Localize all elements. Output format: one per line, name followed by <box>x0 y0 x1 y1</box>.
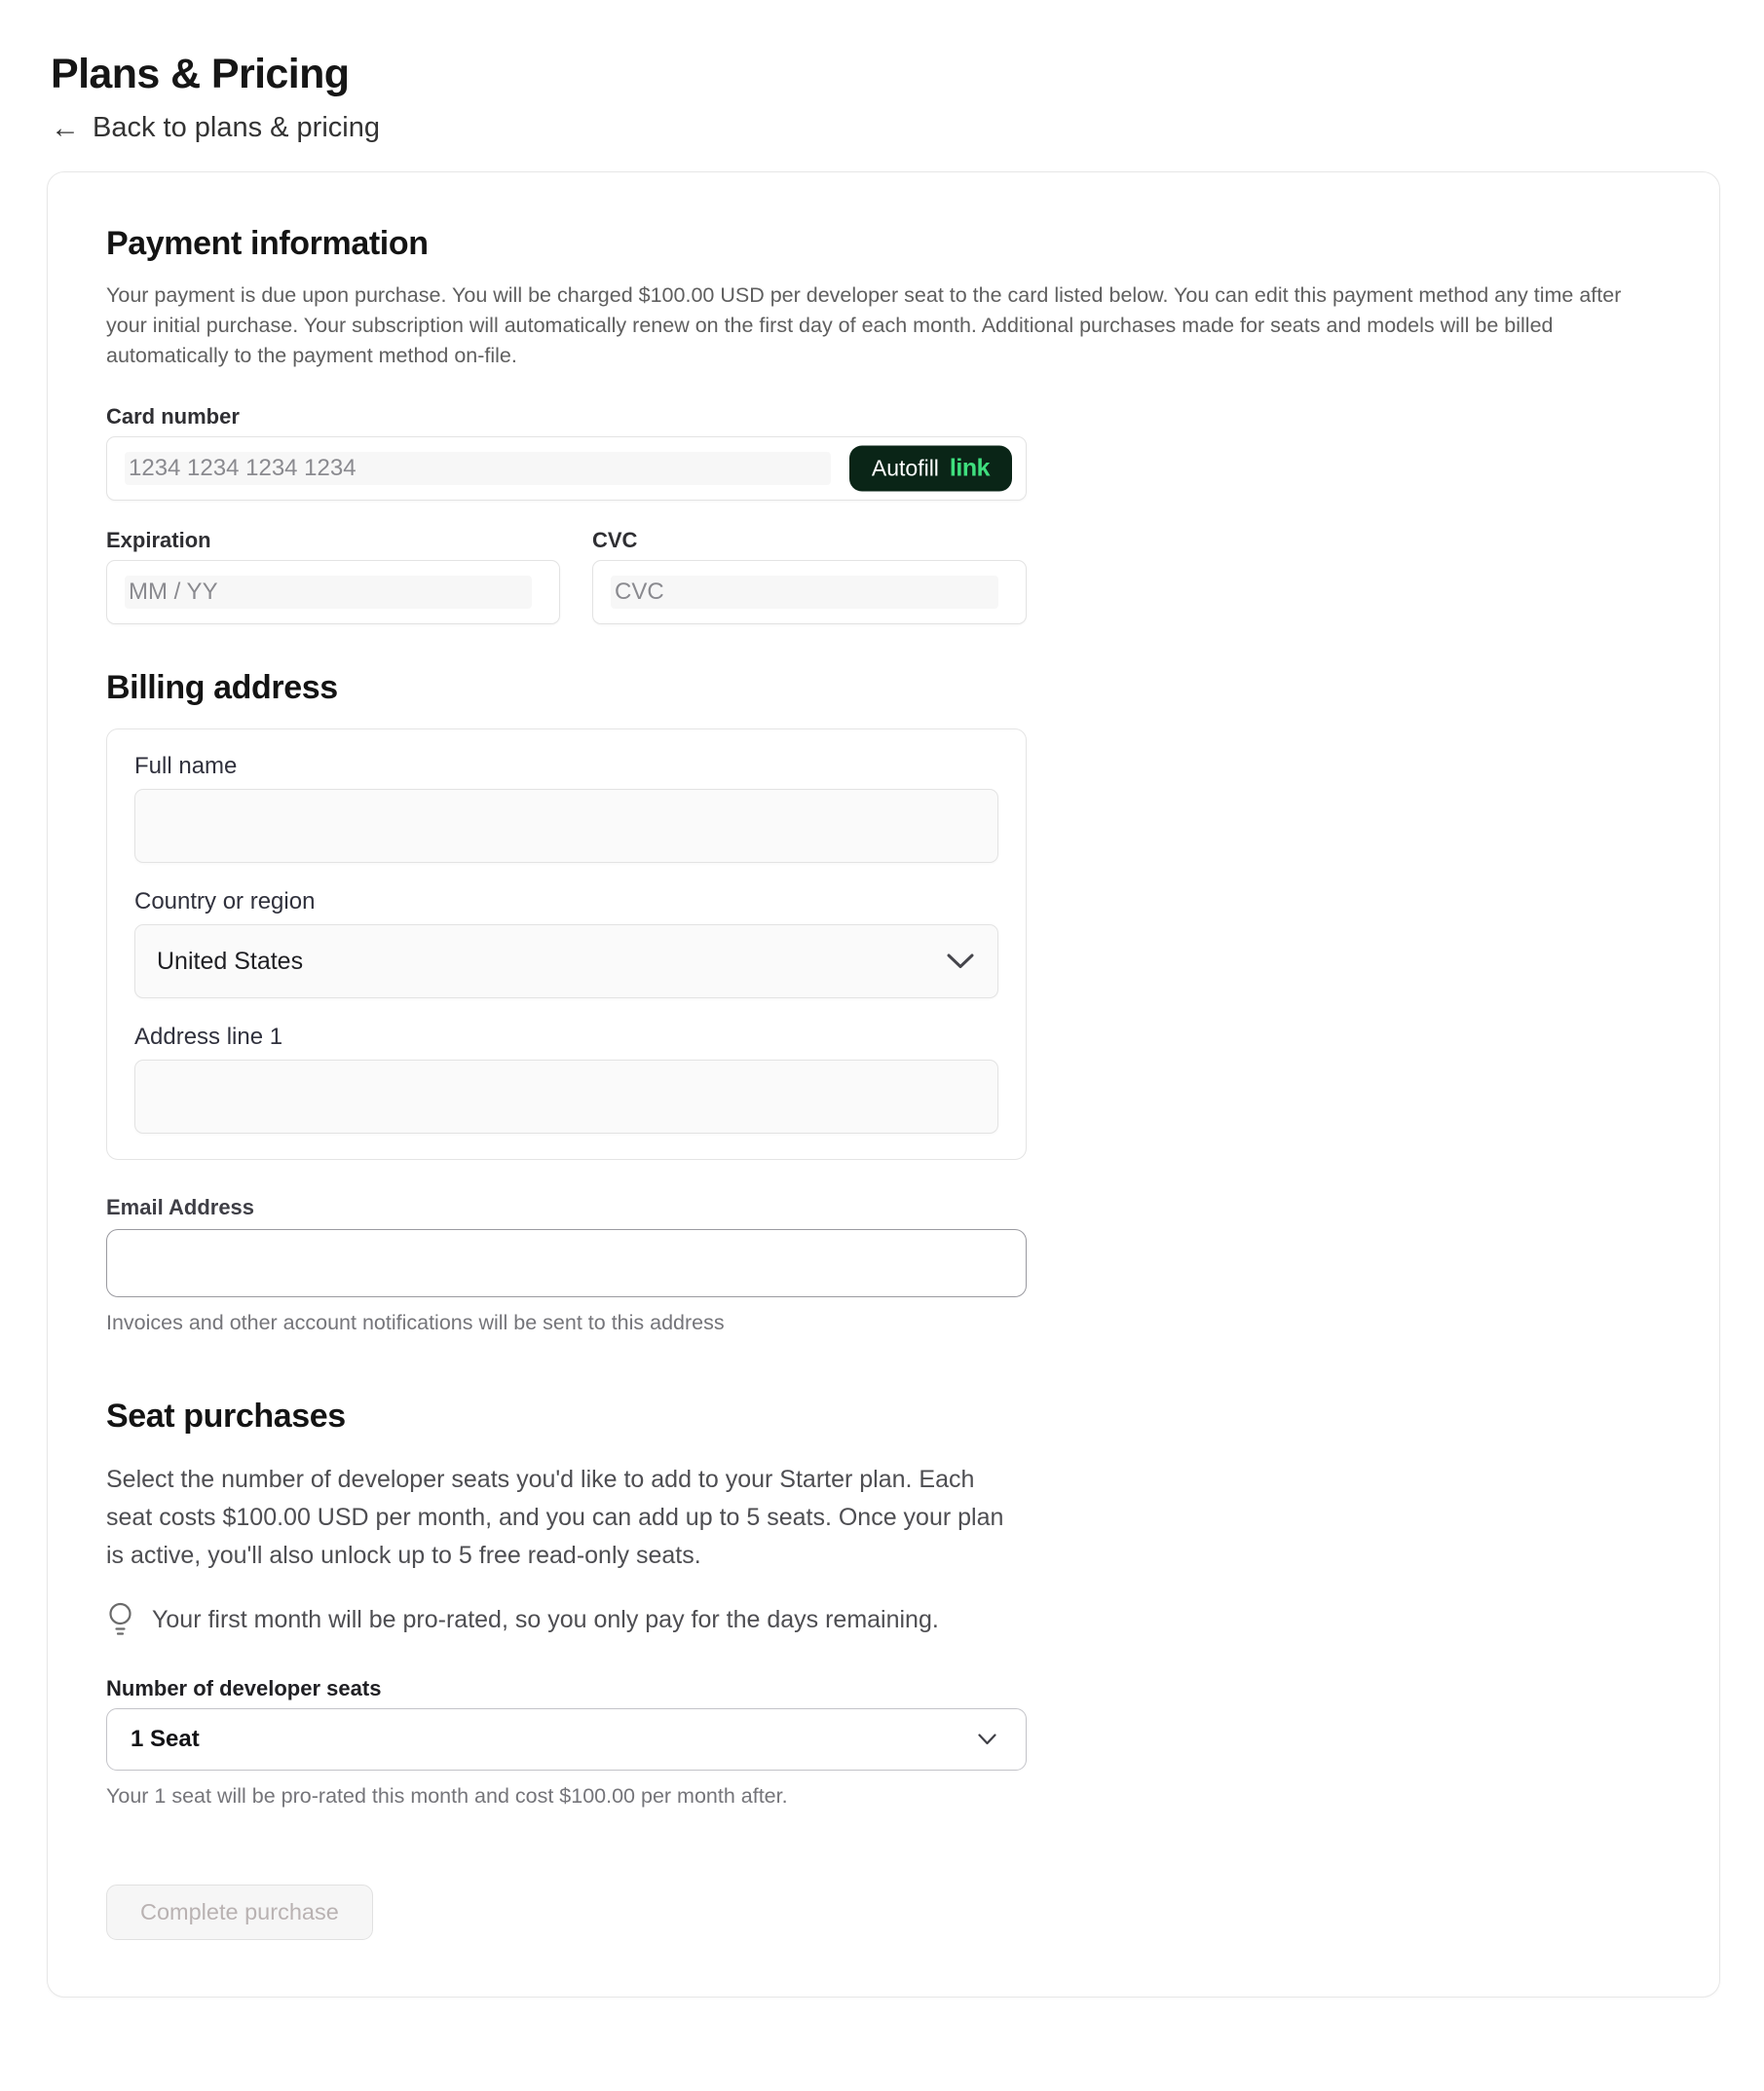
back-arrow-icon: ← <box>51 111 80 144</box>
full-name-label: Full name <box>134 753 238 779</box>
expiration-input[interactable] <box>107 561 559 623</box>
link-brand-logo: link <box>949 454 990 482</box>
email-input[interactable] <box>106 1229 1027 1297</box>
expiry-cvc-row <box>106 528 1027 624</box>
page-header <box>0 0 1764 144</box>
country-label: Country or region <box>134 888 316 915</box>
country-group <box>134 888 998 998</box>
page-title: Plans & Pricing <box>51 51 350 97</box>
autofill-label: Autofill <box>871 455 939 481</box>
full-name-group <box>134 753 998 863</box>
back-link-label: Back to plans & pricing <box>93 112 380 143</box>
country-select[interactable] <box>134 924 998 998</box>
card-number-label: Card number <box>106 404 240 429</box>
cvc-field <box>592 560 1027 624</box>
card-number-field <box>106 436 1027 501</box>
prorate-tip-text: Your first month will be pro-rated, so you only pay for the days remaining. <box>152 1605 939 1633</box>
cvc-group <box>592 528 1027 624</box>
cvc-label: CVC <box>592 528 638 552</box>
address1-group <box>134 1024 998 1134</box>
payment-description: Your payment is due upon purchase. You will be charged $100.00 USD per developer seat to the card listed below. You can edit this payment method any time after your initial purchase. Your subscription will automatically renew on the first day of each month. Additional purchases made for seats and models will be billed automatically to the payment method on-file. <box>106 283 1622 367</box>
prorate-tip <box>106 1602 1027 1637</box>
chevron-down-icon <box>947 953 974 970</box>
seat-count-select[interactable] <box>106 1708 1027 1771</box>
email-label: Email Address <box>106 1195 255 1219</box>
billing-heading: Billing address <box>106 669 338 706</box>
cvc-input[interactable] <box>593 561 1026 623</box>
email-helper-text: Invoices and other account notifications will be sent to this address <box>106 1311 725 1334</box>
payment-heading: Payment information <box>106 225 429 262</box>
lightbulb-icon <box>106 1602 134 1637</box>
back-link[interactable] <box>51 112 380 144</box>
billing-address-box <box>106 728 1027 1160</box>
full-name-input[interactable] <box>134 789 998 863</box>
expiration-label: Expiration <box>106 528 211 552</box>
seats-description: Select the number of developer seats you'd like to add to your Starter plan. Each seat costs $100.00 USD per month, and you can add up to 5 seats. Once your plan is active, you'll also unlock up to 5 free read-only seats. <box>106 1466 1004 1569</box>
checkout-card <box>47 171 1720 1998</box>
address1-label: Address line 1 <box>134 1024 283 1050</box>
seats-heading: Seat purchases <box>106 1398 346 1435</box>
payment-form <box>106 404 1027 1940</box>
expiration-group <box>106 528 560 624</box>
address1-input[interactable] <box>134 1060 998 1134</box>
seat-count-helper: Your 1 seat will be pro-rated this month and cost $100.00 per month after. <box>106 1784 788 1808</box>
complete-purchase-button[interactable]: Complete purchase <box>106 1885 373 1940</box>
chevron-down-small-icon <box>978 1734 996 1745</box>
autofill-button[interactable] <box>849 446 1012 492</box>
seat-count-value: 1 Seat <box>131 1726 200 1752</box>
country-select-value: United States <box>157 947 304 975</box>
expiration-field <box>106 560 560 624</box>
seat-count-label: Number of developer seats <box>106 1676 382 1700</box>
